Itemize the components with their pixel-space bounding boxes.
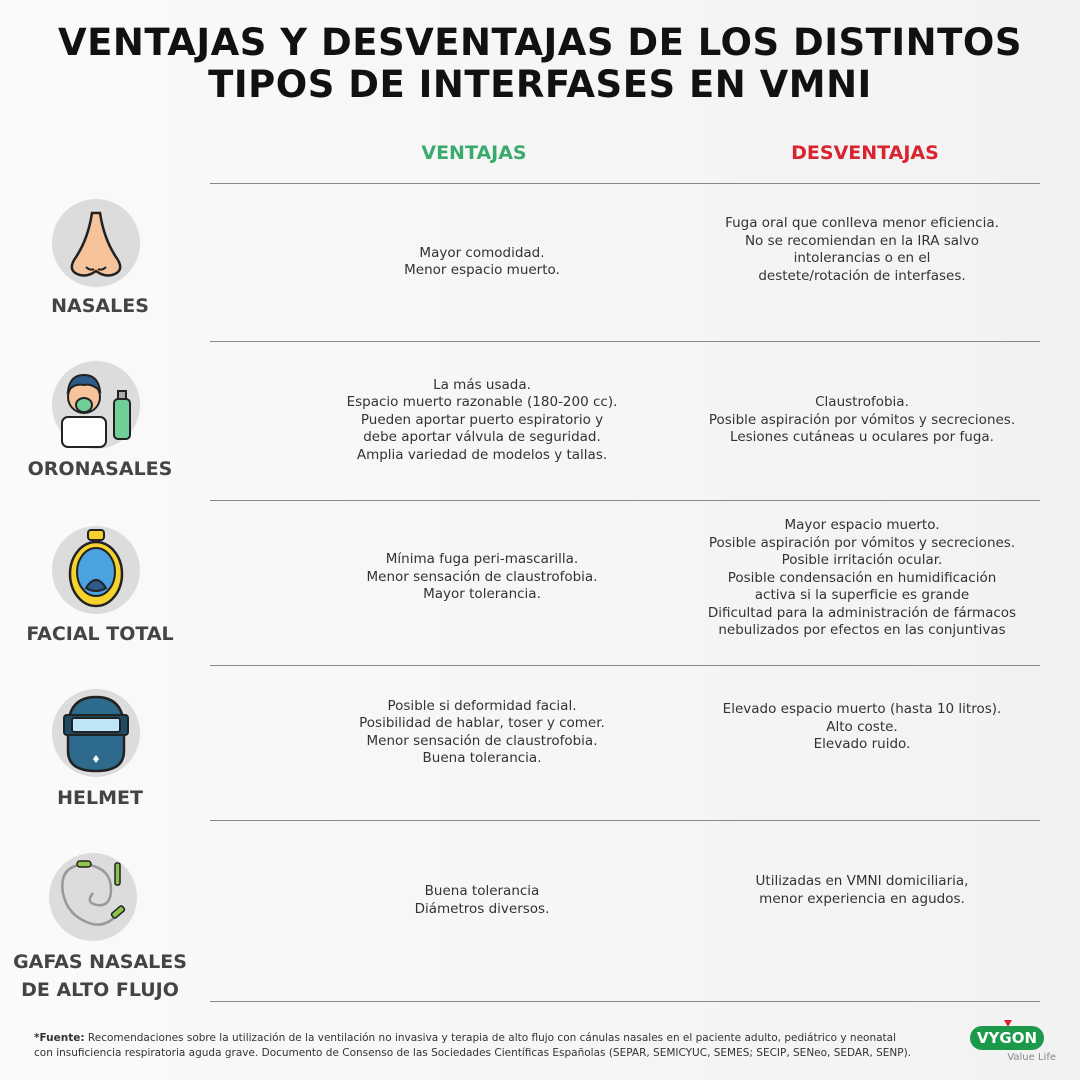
text-line: nebulizados por efectos en las conjuntivas — [718, 622, 1006, 639]
text-line: Menor sensación de claustrofobia. — [366, 732, 598, 749]
row-label — [0, 948, 200, 1004]
text-line: Posible condensación en humidificación — [727, 569, 997, 586]
text-line: Elevado espacio muerto (hasta 10 litros). — [722, 701, 1002, 718]
title-line-1: VENTAJAS Y DESVENTAJAS DE LOS DISTINTOS — [58, 21, 1022, 64]
text-line: Utilizadas en VMNI domiciliaria, — [755, 873, 969, 889]
text-line: debe aportar válvula de seguridad. — [363, 429, 601, 446]
label-line: DE ALTO FLUJO — [21, 979, 179, 1001]
text-line: Lesiones cutáneas u oculares por fuga. — [730, 429, 994, 446]
text-line: Posibilidad de hablar, toser y comer. — [359, 715, 605, 731]
text-line: Menor sensación de claustrofobia. — [366, 568, 598, 585]
title-line-2: TIPOS DE INTERFASES EN VMNI — [208, 63, 872, 106]
page-title — [0, 22, 1080, 106]
text-line: Alto coste. — [826, 718, 898, 735]
row-label: NASALES — [51, 295, 149, 317]
logo-name: VYGON — [970, 1026, 1044, 1050]
text-line: Mayor espacio muerto. — [784, 517, 940, 534]
table-row — [0, 820, 1080, 1001]
helmet-icon — [52, 689, 140, 777]
header-desventajas: DESVENTAJAS — [791, 142, 939, 164]
text-line: Fuga oral que conlleva menor eficiencia. — [725, 215, 999, 231]
desventajas-cell — [672, 171, 1052, 329]
text-line: Posible aspiración por vómitos y secreciones. — [708, 411, 1016, 428]
label-line: GAFAS NASALES — [13, 951, 187, 973]
table-row — [0, 183, 1080, 341]
text-line: Posible irritación ocular. — [781, 552, 943, 569]
desventajas-cell — [672, 341, 1052, 500]
text-line: Mayor comodidad. — [419, 244, 545, 261]
source-label: *Fuente: — [34, 1032, 85, 1044]
text-line: Claustrofobia. — [815, 394, 909, 411]
text-line: activa si la superficie es grande — [754, 587, 970, 604]
row-label: ORONASALES — [27, 458, 173, 480]
ventajas-cell — [292, 341, 672, 500]
nose-icon — [52, 199, 140, 287]
text-line: Mayor tolerancia. — [423, 586, 541, 603]
ventajas-cell — [292, 183, 672, 341]
ventajas-cell — [292, 495, 672, 660]
text-line: Menor espacio muerto. — [404, 262, 560, 278]
text-line: Buena tolerancia — [424, 883, 540, 899]
desventajas-cell — [672, 650, 1052, 805]
row-label: HELMET — [57, 787, 143, 809]
source-text: Recomendaciones sobre la utilización de la ventilación no invasiva y terapia de alto flujo con cánulas nasales en el paciente adulto, pediátrico y neonatal con insuficiencia respiratoria aguda grave. Documento de Consenso de las Sociedades Científicas Españolas (SEPAR, SEMICYUC, SEMES; SECIP, SENeo, SEDAR, SENP). — [34, 1032, 912, 1059]
ventajas-cell — [292, 655, 672, 810]
oronasal-mask-icon — [52, 361, 140, 449]
nasal-cannula-icon — [49, 853, 137, 941]
table-row — [0, 665, 1080, 820]
vygon-logo — [968, 1020, 1056, 1070]
text-line: Diámetros diversos. — [414, 900, 550, 917]
text-line: Elevado ruido. — [813, 736, 911, 753]
text-line: menor experiencia en agudos. — [759, 890, 965, 907]
text-line: La más usada. — [433, 376, 531, 393]
logo-tagline: Value Life — [1007, 1052, 1056, 1063]
text-line: Espacio muerto razonable (180-200 cc). — [346, 394, 618, 411]
text-line: Mínima fuga peri-mascarilla. — [385, 551, 579, 568]
text-line: Buena tolerancia. — [422, 750, 542, 766]
text-line: No se recomiendan en la IRA salvo — [744, 232, 980, 249]
text-line: destete/rotación de interfases. — [758, 267, 966, 284]
text-line: Amplia variedad de modelos y tallas. — [356, 446, 608, 463]
text-line: Dificultad para la administración de fármacos — [707, 604, 1017, 621]
text-line: Posible aspiración por vómitos y secreciones. — [708, 534, 1016, 551]
table-row — [0, 500, 1080, 665]
source-footnote — [34, 1031, 914, 1061]
header-ventajas: VENTAJAS — [421, 142, 527, 164]
ventajas-cell — [292, 810, 672, 991]
text-line: Pueden aportar puerto espiratorio y — [360, 411, 604, 428]
divider — [210, 1001, 1040, 1002]
row-label: FACIAL TOTAL — [26, 623, 174, 645]
full-face-mask-icon — [52, 526, 140, 614]
desventajas-cell — [672, 496, 1052, 661]
text-line: intolerancias o en el — [793, 250, 931, 266]
text-line: Posible si deformidad facial. — [387, 697, 577, 714]
table-row — [0, 341, 1080, 500]
desventajas-cell — [672, 800, 1052, 981]
